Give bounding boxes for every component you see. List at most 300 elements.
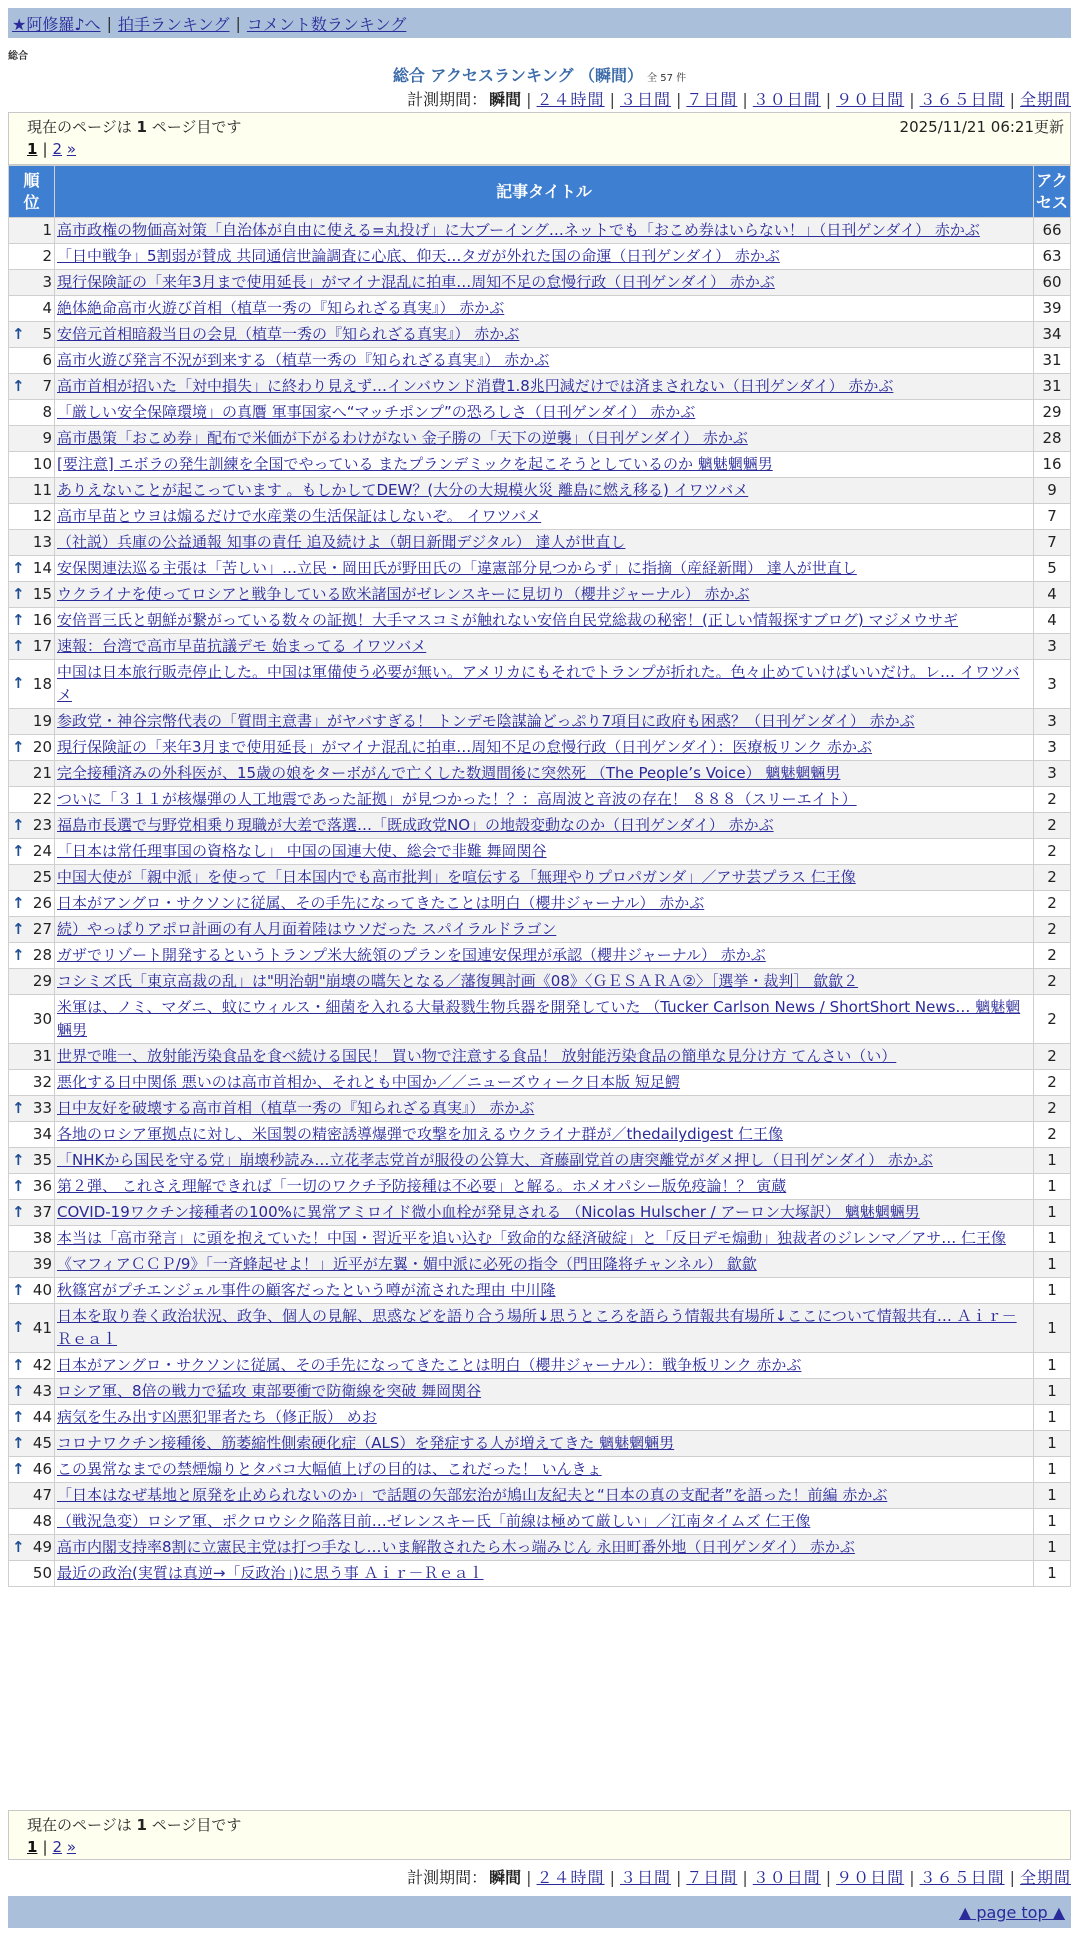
rank-number: 14 xyxy=(32,559,52,577)
footer-bar xyxy=(8,1896,1071,1928)
ranking-title-text: 総合 アクセスランキング （瞬間） xyxy=(392,66,644,85)
article-link[interactable]: 完全接種済みの外科医が、15歳の娘をターボがんで亡くした数週間後に突然死 （The People’s Voice） 魑魅魍魎男 xyxy=(57,764,841,782)
up-arrow-icon: ↑ xyxy=(12,1537,25,1556)
page-next-link[interactable]: » xyxy=(66,1838,77,1856)
rank-number: 48 xyxy=(32,1512,52,1530)
article-link[interactable]: 各地のロシア軍拠点に対し、米国製の精密誘導爆弾で攻撃を加えるウクライナ群が／thedailydigest 仁王像 xyxy=(57,1125,783,1143)
title-cell xyxy=(55,400,1034,426)
rank-cell xyxy=(9,1431,55,1457)
access-count: 29 xyxy=(1034,400,1071,426)
up-arrow-icon: ↑ xyxy=(12,1176,25,1195)
title-cell xyxy=(55,1457,1034,1483)
rank-cell xyxy=(9,1200,55,1226)
article-link[interactable]: 高市愚策「おこめ券」配布で米価が下がるわけがない 金子勝の「天下の逆襲」（日刊ゲンダイ） 赤かぶ xyxy=(57,429,748,447)
up-arrow-icon: ↑ xyxy=(12,919,25,938)
table-row xyxy=(9,1044,1071,1070)
article-link[interactable]: 速報：台湾で高市早苗抗議デモ 始まってる イワツバメ xyxy=(57,637,427,655)
up-arrow-icon: ↑ xyxy=(12,945,25,964)
rank-cell xyxy=(9,634,55,660)
rank-number: 5 xyxy=(42,325,52,343)
rank-number: 7 xyxy=(42,377,52,395)
rank-cell xyxy=(9,426,55,452)
page-link[interactable]: 2 xyxy=(52,1838,63,1856)
rank-number: 45 xyxy=(32,1434,52,1452)
article-link[interactable]: 米軍は、ノミ、マダニ、蚊にウィルス・細菌を入れる大量殺戮生物兵器を開発していた （Tucker Carlson News / ShortShort News… 魑魅魍魎男 xyxy=(57,998,1021,1039)
article-link[interactable]: 絶体絶命高市火遊び首相（植草一秀の『知られざる真実』） 赤かぶ xyxy=(57,299,505,317)
rank-number: 16 xyxy=(32,611,52,629)
title-cell xyxy=(55,660,1034,709)
rank-number: 18 xyxy=(32,674,52,693)
nav-separator: | xyxy=(235,13,241,33)
rank-cell xyxy=(9,374,55,400)
access-count: 1 xyxy=(1034,1353,1071,1379)
table-row xyxy=(9,1457,1071,1483)
rank-number: 37 xyxy=(32,1203,52,1221)
table-row xyxy=(9,582,1071,608)
rank-number: 2 xyxy=(42,247,52,265)
access-count: 1 xyxy=(1034,1252,1071,1278)
period-link[interactable]: ３０日間 xyxy=(752,1868,821,1887)
table-row xyxy=(9,504,1071,530)
article-link[interactable]: 日本がアングロ・サクソンに従属、その手先になってきたことは明白（櫻井ジャーナル）：戦争板リンク 赤かぶ xyxy=(57,1356,802,1374)
rank-number: 33 xyxy=(32,1099,52,1117)
period-link[interactable]: ３日間 xyxy=(619,1868,671,1887)
table-row xyxy=(9,1070,1071,1096)
rank-cell xyxy=(9,1405,55,1431)
period-separator: | xyxy=(526,90,532,109)
article-link[interactable]: 高市首相が招いた「対中損失」に終わり見えず…インバウンド消費1.8兆円減だけでは済まされない（日刊ゲンダイ） 赤かぶ xyxy=(57,377,894,395)
title-cell xyxy=(55,761,1034,787)
access-count: 2 xyxy=(1034,917,1071,943)
rank-cell xyxy=(9,709,55,735)
table-row xyxy=(9,995,1071,1044)
rank-number: 41 xyxy=(32,1318,52,1337)
rank-cell xyxy=(9,787,55,813)
period-link[interactable]: ２４時間 xyxy=(536,90,605,109)
title-cell xyxy=(55,1148,1034,1174)
updated-time: 2025/11/21 06:21更新 xyxy=(899,118,1064,136)
title-cell xyxy=(55,1304,1034,1353)
article-link[interactable]: 《マフィアＣＣＰ/9》「一斉蜂起せよ！」近平が左翼・媚中派に必死の指令（門田隆将チャンネル） 歙歙 xyxy=(57,1255,757,1273)
access-count: 7 xyxy=(1034,530,1071,556)
period-separator: | xyxy=(675,1868,682,1887)
article-link[interactable]: 高市内閣支持率8割に立憲民主党は打つ手なし…いま解散されたら木っ端みじん 永田町番外地（日刊ゲンダイ） 赤かぶ xyxy=(57,1538,855,1556)
title-cell xyxy=(55,917,1034,943)
article-link[interactable]: 悪化する日中関係 悪いのは高市首相か、それとも中国か／／ニューズウィーク日本版 短足鰐 xyxy=(57,1073,680,1091)
access-count: 28 xyxy=(1034,426,1071,452)
rank-number: 28 xyxy=(32,946,52,964)
article-link[interactable]: 中国は日本旅行販売停止した。中国は軍備使う必要が無い。アメリカにもそれでトランプが折れた。色々止めていけばいいだけ。レ… イワツバメ xyxy=(57,663,1020,704)
period-link[interactable]: ７日間 xyxy=(686,1868,738,1887)
article-link[interactable]: 高市早苗とウヨは煽るだけで水産業の生活保証はしないぞ。 イワツバメ xyxy=(57,507,542,525)
rank-number: 44 xyxy=(32,1408,52,1426)
access-count: 39 xyxy=(1034,296,1071,322)
rank-number: 11 xyxy=(32,481,52,499)
article-link[interactable]: ロシア軍、8倍の戦力で猛攻 東部要衝で防衛線を突破 舞岡関谷 xyxy=(57,1382,482,1400)
article-link[interactable]: 安倍晋三氏と朝鮮が繋がっている数々の証拠！大手マスコミが触れない安倍自民党総裁の秘密！(正しい情報探すブログ) マジメウサギ xyxy=(57,611,959,629)
table-row xyxy=(9,1561,1071,1587)
period-separator: | xyxy=(526,1868,532,1887)
period-link[interactable]: 全期間 xyxy=(1019,90,1071,109)
title-cell xyxy=(55,969,1034,995)
table-header xyxy=(9,166,1071,218)
title-cell xyxy=(55,452,1034,478)
article-link[interactable]: この異常なまでの禁煙煽りとタバコ大幅値上げの目的は、これだった！ いんきょ xyxy=(57,1460,602,1478)
rank-number: 50 xyxy=(32,1564,52,1582)
access-count: 3 xyxy=(1034,761,1071,787)
period-selector-top xyxy=(407,87,1071,110)
rank-cell xyxy=(9,865,55,891)
article-link[interactable]: 日本がアングロ・サクソンに従属、その手先になってきたことは明白（櫻井ジャーナル） 赤かぶ xyxy=(57,894,705,912)
rank-cell xyxy=(9,1174,55,1200)
title-cell xyxy=(55,218,1034,244)
access-count: 3 xyxy=(1034,709,1071,735)
rank-cell xyxy=(9,943,55,969)
article-link[interactable]: 現行保険証の「来年3月まで使用延長」がマイナ混乱に拍車…周知不足の怠慢行政（日刊ゲンダイ）：医療板リンク 赤かぶ xyxy=(57,738,873,756)
title-cell xyxy=(55,1483,1034,1509)
up-arrow-icon: ↑ xyxy=(12,636,25,655)
rank-number: 39 xyxy=(32,1255,52,1273)
access-count: 1 xyxy=(1034,1431,1071,1457)
rank-number: 47 xyxy=(32,1486,52,1504)
access-count: 63 xyxy=(1034,244,1071,270)
table-row xyxy=(9,787,1071,813)
period-link[interactable]: ９０日間 xyxy=(836,90,905,109)
article-link[interactable]: 本当は「高市発言」に頭を抱えていた！中国・習近平を追い込む「致命的な経済破綻」と「反日デモ煽動」独裁者のジレンマ／アサ… 仁王像 xyxy=(57,1229,1007,1247)
article-link[interactable]: 「日本は常任理事国の資格なし」 中国の国連大使、総会で非難 舞岡関谷 xyxy=(57,842,547,860)
rank-cell xyxy=(9,530,55,556)
period-separator: | xyxy=(909,1868,915,1887)
rank-cell xyxy=(9,322,55,348)
access-count: 2 xyxy=(1034,787,1071,813)
rank-number: 38 xyxy=(32,1229,52,1247)
access-count: 2 xyxy=(1034,1096,1071,1122)
article-link[interactable]: 最近の政治(実質は真逆→「反政治」)に思う事 Ａｉｒ－Ｒｅａｌ xyxy=(57,1564,484,1582)
access-count: 2 xyxy=(1034,1044,1071,1070)
period-separator: | xyxy=(1009,1868,1015,1887)
rank-number: 43 xyxy=(32,1382,52,1400)
period-link[interactable]: 全期間 xyxy=(1019,1868,1071,1887)
title-cell xyxy=(55,1122,1034,1148)
rank-number: 9 xyxy=(42,429,52,447)
article-link[interactable]: コシミズ氏「東京高裁の乱」は"明治朝"崩壊の嚆矢となる／藩復興討画《08》〈ＧＥＳＡＲＡ②〉［選挙・裁判］ 歙歙２ xyxy=(57,972,859,990)
table-row xyxy=(9,1096,1071,1122)
article-link[interactable]: ついに「３１１が核爆弾の人工地震であった証拠」が見つかった！？：高周波と音波の存在！ ８８８（スリーエイト） xyxy=(57,790,857,808)
article-link[interactable]: 中国大使が「親中派」を使って「日本国内でも高市批判」を喧伝する「無理やりプロパガンダ」／アサ芸プラス 仁王像 xyxy=(57,868,856,886)
article-link[interactable]: 高市火遊び発言不況が到来する（植草一秀の『知られざる真実』） 赤かぶ xyxy=(57,351,550,369)
table-row xyxy=(9,478,1071,504)
page-link[interactable]: 2 xyxy=(52,140,63,158)
table-row xyxy=(9,1226,1071,1252)
article-link[interactable]: 現行保険証の「来年3月まで使用延長」がマイナ混乱に拍車…周知不足の怠慢行政（日刊ゲンダイ） 赤かぶ xyxy=(57,273,775,291)
title-cell xyxy=(55,348,1034,374)
access-count: 1 xyxy=(1034,1379,1071,1405)
period-link[interactable]: ３６５日間 xyxy=(919,1868,1005,1887)
clap-ranking-link[interactable]: 拍手ランキング xyxy=(117,14,230,34)
access-count: 2 xyxy=(1034,1122,1071,1148)
table-row xyxy=(9,608,1071,634)
up-arrow-icon: ↑ xyxy=(12,674,25,693)
page-next-link[interactable]: » xyxy=(66,140,77,158)
rank-cell xyxy=(9,348,55,374)
article-link[interactable]: 「日中戦争」5割弱が賛成 共同通信世論調査に心底、仰天…タガが外れた国の命運（日刊ゲンダイ） 赤かぶ xyxy=(57,247,780,265)
article-link[interactable]: 安倍元首相暗殺当日の会見（植草一秀の『知られざる真実』） 赤かぶ xyxy=(57,325,520,343)
rank-number: 15 xyxy=(32,585,52,603)
article-link[interactable]: [要注意] エボラの発生訓練を全国でやっている またプランデミックを起こそうとしているのか 魑魅魍魎男 xyxy=(57,455,773,473)
rank-cell xyxy=(9,1278,55,1304)
up-arrow-icon: ↑ xyxy=(12,1098,25,1117)
article-link[interactable]: 病気を生み出す凶悪犯罪者たち（修正版） めお xyxy=(57,1408,377,1426)
rank-number: 40 xyxy=(32,1281,52,1299)
title-cell xyxy=(55,582,1034,608)
title-cell xyxy=(55,556,1034,582)
period-link[interactable]: ３６５日間 xyxy=(919,90,1005,109)
period-link[interactable]: ７日間 xyxy=(686,90,738,109)
table-row xyxy=(9,400,1071,426)
table-row xyxy=(9,270,1071,296)
article-link[interactable]: COVID-19ワクチン接種者の100%に異常アミロイド微小血栓が発見される （Nicolas Hulscher / アーロン大塚訳） 魑魅魍魎男 xyxy=(57,1203,920,1221)
period-link[interactable]: ９０日間 xyxy=(836,1868,905,1887)
title-cell xyxy=(55,1200,1034,1226)
rank-cell xyxy=(9,969,55,995)
up-arrow-icon: ↑ xyxy=(12,558,25,577)
up-arrow-icon: ↑ xyxy=(12,1355,25,1374)
rank-number: 30 xyxy=(32,1009,52,1028)
access-count: 34 xyxy=(1034,322,1071,348)
title-cell xyxy=(55,1044,1034,1070)
article-link[interactable]: 「日本はなぜ基地と原発を止められないのか」で話題の矢部宏治が鳩山友紀夫と“日本の真の支配者”を語った！前編 赤かぶ xyxy=(57,1486,888,1504)
rank-number: 26 xyxy=(32,894,52,912)
article-link[interactable]: 参政党・神谷宗幣代表の「質問主意書」がヤバすぎる！ トンデモ陰謀論どっぷり7項目に政府も困惑？（日刊ゲンダイ） 赤かぶ xyxy=(57,712,915,730)
table-row xyxy=(9,1535,1071,1561)
rank-cell xyxy=(9,556,55,582)
access-count: 31 xyxy=(1034,348,1071,374)
table-row xyxy=(9,761,1071,787)
rank-number: 25 xyxy=(32,868,52,886)
article-link[interactable]: 高市政権の物価高対策「自治体が自由に使える=丸投げ」に大ブーイング…ネットでも「おこめ券はいらない！」（日刊ゲンダイ） 赤かぶ xyxy=(57,221,980,239)
table-row xyxy=(9,374,1071,400)
article-link[interactable]: ウクライナを使ってロシアと戦争している欧米諸国がゼレンスキーに見切り（櫻井ジャーナル） 赤かぶ xyxy=(57,585,750,603)
rank-cell xyxy=(9,1509,55,1535)
rank-cell xyxy=(9,1226,55,1252)
article-link[interactable]: 「厳しい安全保障環境」の真贋 軍事国家へ“マッチポンプ”の恐ろしさ（日刊ゲンダイ） 赤かぶ xyxy=(57,403,696,421)
access-count: 1 xyxy=(1034,1561,1071,1587)
access-count: 2 xyxy=(1034,1070,1071,1096)
access-count: 31 xyxy=(1034,374,1071,400)
rank-cell xyxy=(9,270,55,296)
article-link[interactable]: 日本を取り巻く政治状況、政争、個人の見解、思惑などを語り合う場所↓思うところを語らう情報共有場所↓ここについて情報共有… Ａｉｒ－Ｒｅａｌ xyxy=(57,1307,1017,1348)
access-count: 16 xyxy=(1034,452,1071,478)
rank-cell xyxy=(9,1122,55,1148)
period-link[interactable]: ３日間 xyxy=(619,90,671,109)
rank-cell xyxy=(9,891,55,917)
table-row xyxy=(9,891,1071,917)
table-row xyxy=(9,813,1071,839)
rank-number: 35 xyxy=(32,1151,52,1169)
current-page-text: 現在のページは 1 ページ目です xyxy=(27,1816,242,1834)
period-separator: | xyxy=(609,1868,615,1887)
rank-number: 49 xyxy=(32,1538,52,1556)
page-separator: | xyxy=(42,140,48,158)
article-link[interactable]: 安保関連法巡る主張は「苦しい」…立民・岡田氏が野田氏の「違憲部分見つからず」に指摘（産経新聞） 達人が世直し xyxy=(57,559,857,577)
title-cell xyxy=(55,735,1034,761)
rank-number: 20 xyxy=(32,738,52,756)
table-row xyxy=(9,660,1071,709)
article-link[interactable]: 続）やっぱりアポロ計画の有人月面着陸はウソだった スパイラルドラゴン xyxy=(57,920,557,938)
up-arrow-icon: ↑ xyxy=(12,1318,25,1337)
up-arrow-icon: ↑ xyxy=(12,1459,25,1478)
table-row xyxy=(9,943,1071,969)
title-cell xyxy=(55,1353,1034,1379)
rank-number: 17 xyxy=(32,637,52,655)
access-count: 9 xyxy=(1034,478,1071,504)
ranking-title xyxy=(0,63,1079,86)
rank-cell xyxy=(9,452,55,478)
title-cell xyxy=(55,1431,1034,1457)
article-link[interactable]: 世界で唯一、放射能汚染食品を食べ続ける国民！ 買い物で注意する食品！ 放射能汚染食品の簡単な見分け方 てんさい（い） xyxy=(57,1047,897,1065)
nav-separator: | xyxy=(106,13,112,33)
period-link[interactable]: ２４時間 xyxy=(536,1868,605,1887)
title-cell xyxy=(55,1278,1034,1304)
access-count: 1 xyxy=(1034,1405,1071,1431)
rank-cell xyxy=(9,1252,55,1278)
table-row xyxy=(9,218,1071,244)
rank-number: 8 xyxy=(42,403,52,421)
page-links-top xyxy=(27,140,76,158)
rank-number: 22 xyxy=(32,790,52,808)
pager-box-top xyxy=(8,112,1071,165)
access-count: 4 xyxy=(1034,582,1071,608)
article-link[interactable]: （社説）兵庫の公益通報 知事の責任 追及続けよ（朝日新聞デジタル） 達人が世直し xyxy=(57,533,626,551)
title-cell xyxy=(55,1174,1034,1200)
current-page-text: 現在のページは 1 ページ目です xyxy=(27,118,242,136)
article-link[interactable]: ありえないことが起こっています 。もしかしてDEW？(大分の大規模火災 離島に燃え移る) イワツバメ xyxy=(57,481,749,499)
up-arrow-icon: ↑ xyxy=(12,893,25,912)
rank-cell xyxy=(9,1535,55,1561)
access-count: 1 xyxy=(1034,1483,1071,1509)
table-row xyxy=(9,1148,1071,1174)
period-separator: | xyxy=(742,1868,748,1887)
table-row xyxy=(9,1174,1071,1200)
rank-number: 21 xyxy=(32,764,52,782)
article-link[interactable]: 福島市長選で与野党相乗り現職が大差で落選…「既成政党NO」の地殻変動なのか（日刊ゲンダイ） 赤かぶ xyxy=(57,816,774,834)
table-row xyxy=(9,530,1071,556)
access-count: 4 xyxy=(1034,608,1071,634)
access-count: 2 xyxy=(1034,891,1071,917)
title-cell xyxy=(55,943,1034,969)
period-current: 瞬間 xyxy=(489,90,522,109)
up-arrow-icon: ↑ xyxy=(12,1433,25,1452)
title-cell xyxy=(55,891,1034,917)
access-count: 2 xyxy=(1034,813,1071,839)
article-link[interactable]: ガザでリゾート開発するというトランプ米大統領のプランを国連安保理が承認（櫻井ジャーナル） 赤かぶ xyxy=(57,946,766,964)
up-arrow-icon: ↑ xyxy=(12,1202,25,1221)
table-row xyxy=(9,322,1071,348)
title-cell xyxy=(55,1070,1034,1096)
rank-cell xyxy=(9,582,55,608)
up-arrow-icon: ↑ xyxy=(12,610,25,629)
up-arrow-icon: ↑ xyxy=(12,1150,25,1169)
table-row xyxy=(9,1483,1071,1509)
access-count: 1 xyxy=(1034,1457,1071,1483)
article-link[interactable]: 秋篠宮がプチエンジェル事件の顧客だったという噂が流された理由 中川隆 xyxy=(57,1281,556,1299)
rank-number: 27 xyxy=(32,920,52,938)
up-arrow-icon: ↑ xyxy=(12,376,25,395)
rank-number: 12 xyxy=(32,507,52,525)
period-separator: | xyxy=(609,90,615,109)
access-count: 60 xyxy=(1034,270,1071,296)
table-row xyxy=(9,634,1071,660)
period-separator: | xyxy=(909,90,915,109)
period-link[interactable]: ３０日間 xyxy=(752,90,821,109)
access-count: 1 xyxy=(1034,1509,1071,1535)
article-link[interactable]: （戦況急変）ロシア軍、ポクロウシク陥落目前…ゼレンスキー氏「前線は極めて厳しい」／江南タイムズ 仁王像 xyxy=(57,1512,811,1530)
page-top-link[interactable]: ▲ page top ▲ xyxy=(958,1903,1065,1922)
article-link[interactable]: 第２弾、 これさえ理解できれば「一切のワクチ予防接種は不必要」と解る。ホメオパシー版免疫論！？ 寅蔵 xyxy=(57,1177,787,1195)
rank-cell xyxy=(9,1070,55,1096)
rank-cell xyxy=(9,1353,55,1379)
rank-cell xyxy=(9,296,55,322)
access-count: 1 xyxy=(1034,1226,1071,1252)
rank-cell xyxy=(9,1483,55,1509)
rank-header xyxy=(9,166,55,218)
article-link[interactable]: 「NHKから国民を守る党」崩壊秒読み…立花孝志党首が服役の公算大、斉藤副党首の唐突離党がダメ押し（日刊ゲンダイ） 赤かぶ xyxy=(57,1151,933,1169)
article-link[interactable]: コロナワクチン接種後、筋萎縮性側索硬化症（ALS）を発症する人が増えてきた 魑魅魍魎男 xyxy=(57,1434,675,1452)
rank-cell xyxy=(9,478,55,504)
rank-number: 3 xyxy=(42,273,52,291)
header-text: アク セス xyxy=(1035,170,1068,212)
rank-cell xyxy=(9,244,55,270)
title-cell xyxy=(55,1379,1034,1405)
rank-cell xyxy=(9,813,55,839)
title-cell xyxy=(55,995,1034,1044)
table-row xyxy=(9,917,1071,943)
rank-number: 36 xyxy=(32,1177,52,1195)
comment-ranking-link[interactable]: コメント数ランキング xyxy=(246,14,407,34)
title-cell xyxy=(55,374,1034,400)
rank-cell xyxy=(9,608,55,634)
rank-number: 13 xyxy=(32,533,52,551)
page-separator: | xyxy=(42,1838,48,1856)
table-row xyxy=(9,1122,1071,1148)
title-cell xyxy=(55,322,1034,348)
rank-number: 19 xyxy=(32,712,52,730)
table-row xyxy=(9,426,1071,452)
table-row xyxy=(9,1278,1071,1304)
article-link[interactable]: 日中友好を破壊する高市首相（植草一秀の『知られざる真実』） 赤かぶ xyxy=(57,1099,535,1117)
up-arrow-icon: ↑ xyxy=(12,815,25,834)
title-cell xyxy=(55,478,1034,504)
title-cell xyxy=(55,608,1034,634)
table-row xyxy=(9,244,1071,270)
title-cell xyxy=(55,634,1034,660)
access-count: 1 xyxy=(1034,1278,1071,1304)
rank-number: 32 xyxy=(32,1073,52,1091)
table-row xyxy=(9,1200,1071,1226)
title-cell xyxy=(55,426,1034,452)
period-separator: | xyxy=(1009,90,1015,109)
period-label: 計測期間： xyxy=(407,90,488,109)
rank-cell xyxy=(9,735,55,761)
rank-cell xyxy=(9,917,55,943)
table-row xyxy=(9,1379,1071,1405)
title-cell xyxy=(55,1226,1034,1252)
rank-number: 31 xyxy=(32,1047,52,1065)
title-cell xyxy=(55,813,1034,839)
period-current: 瞬間 xyxy=(489,1868,522,1887)
title-cell xyxy=(55,865,1034,891)
home-link[interactable]: ★阿修羅♪へ xyxy=(12,14,101,34)
